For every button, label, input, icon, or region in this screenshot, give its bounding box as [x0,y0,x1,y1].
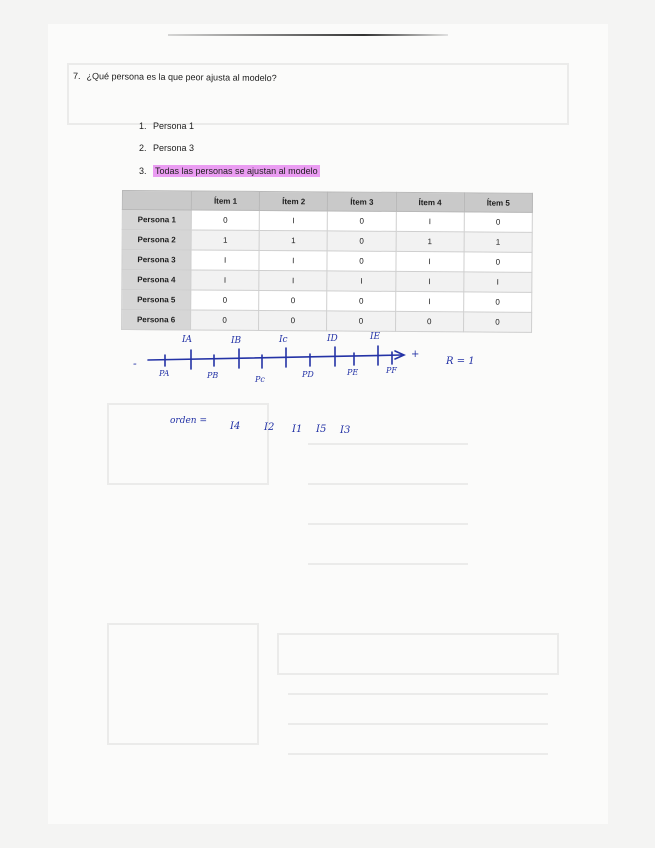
hand-item-label: IA [182,335,193,345]
hand-item-label: Ic [279,335,288,345]
hand-orden-value: I2 [264,422,275,433]
table-cell: 0 [259,310,327,330]
highlighted-answer: Todas las personas se ajustan al modelo [155,166,318,176]
hand-orden-label: orden = [170,416,208,426]
hand-person-label: PA [159,369,170,378]
table-cell: 1 [396,231,464,251]
hand-person-label: PE [347,368,359,377]
hand-item-label: IE [370,332,381,342]
number-line-axis [148,355,402,360]
table-header-cell: Ítem 5 [464,193,532,212]
table-cell: I [191,250,259,270]
table-cell: I [464,272,532,292]
table-cell: 0 [191,310,259,330]
table-cell: I [259,250,327,270]
row-label: Persona 3 [122,250,191,270]
hand-item-label: IB [231,336,242,346]
table-cell: 0 [259,290,327,310]
table-cell: I [191,270,259,290]
table-cell: 0 [463,312,531,332]
option-2: 2. Persona 3 [139,143,195,153]
hand-orden-value: I1 [292,424,303,435]
table-cell: I [395,291,463,311]
table-cell: 0 [464,212,532,232]
table-cell: 0 [395,311,463,331]
option-3: 3. Todas las personas se ajustan al modelo [139,166,318,176]
hand-r-label: R = 1 [446,356,475,367]
row-label: Persona 4 [122,270,191,290]
table-cell: I [327,271,395,291]
table-cell: 1 [191,230,259,250]
table-cell: 0 [191,290,259,310]
table-cell: 0 [327,231,395,251]
table-header-cell: Ítem 1 [191,191,259,210]
table-header-cell: Ítem 4 [396,192,464,211]
table-cell: 0 [463,292,531,312]
table-cell: 0 [327,311,395,331]
table-cell: I [259,270,327,290]
table-cell: 0 [191,210,259,230]
hand-person-label: PD [302,370,314,379]
table-cell: I [395,271,463,291]
row-label: Persona 2 [122,230,191,250]
table-header-cell: Ítem 2 [260,191,328,210]
hand-orden-value: I3 [340,425,351,436]
row-label: Persona 1 [122,210,191,230]
table-cell: 0 [327,291,395,311]
question-text: ¿Qué persona es la que peor ajusta al modelo? [86,71,277,84]
table-cell: 1 [259,230,327,250]
table-cell: I [396,211,464,231]
question-number: 7. [72,70,81,82]
row-label: Persona 5 [122,290,191,310]
hand-item-label: ID [327,334,338,344]
table-cell: 0 [327,251,395,271]
hand-orden-value: I4 [230,421,241,432]
hand-orden-value: I5 [316,424,327,435]
hand-person-label: PB [207,371,219,380]
table-cell: 1 [464,232,532,252]
table-cell: I [396,251,464,271]
table-cell: 0 [328,211,396,231]
option-1: 1. Persona 1 [139,121,195,131]
hand-person-label: Pc [255,375,265,384]
hand-plus: + [411,349,420,360]
table-cell: 0 [464,252,532,272]
row-label: Persona 6 [122,310,191,330]
hand-person-label: PF [386,366,397,375]
table-cell: I [259,210,327,230]
table-header-cell: Ítem 3 [328,192,396,211]
hand-minus: - [133,357,137,370]
